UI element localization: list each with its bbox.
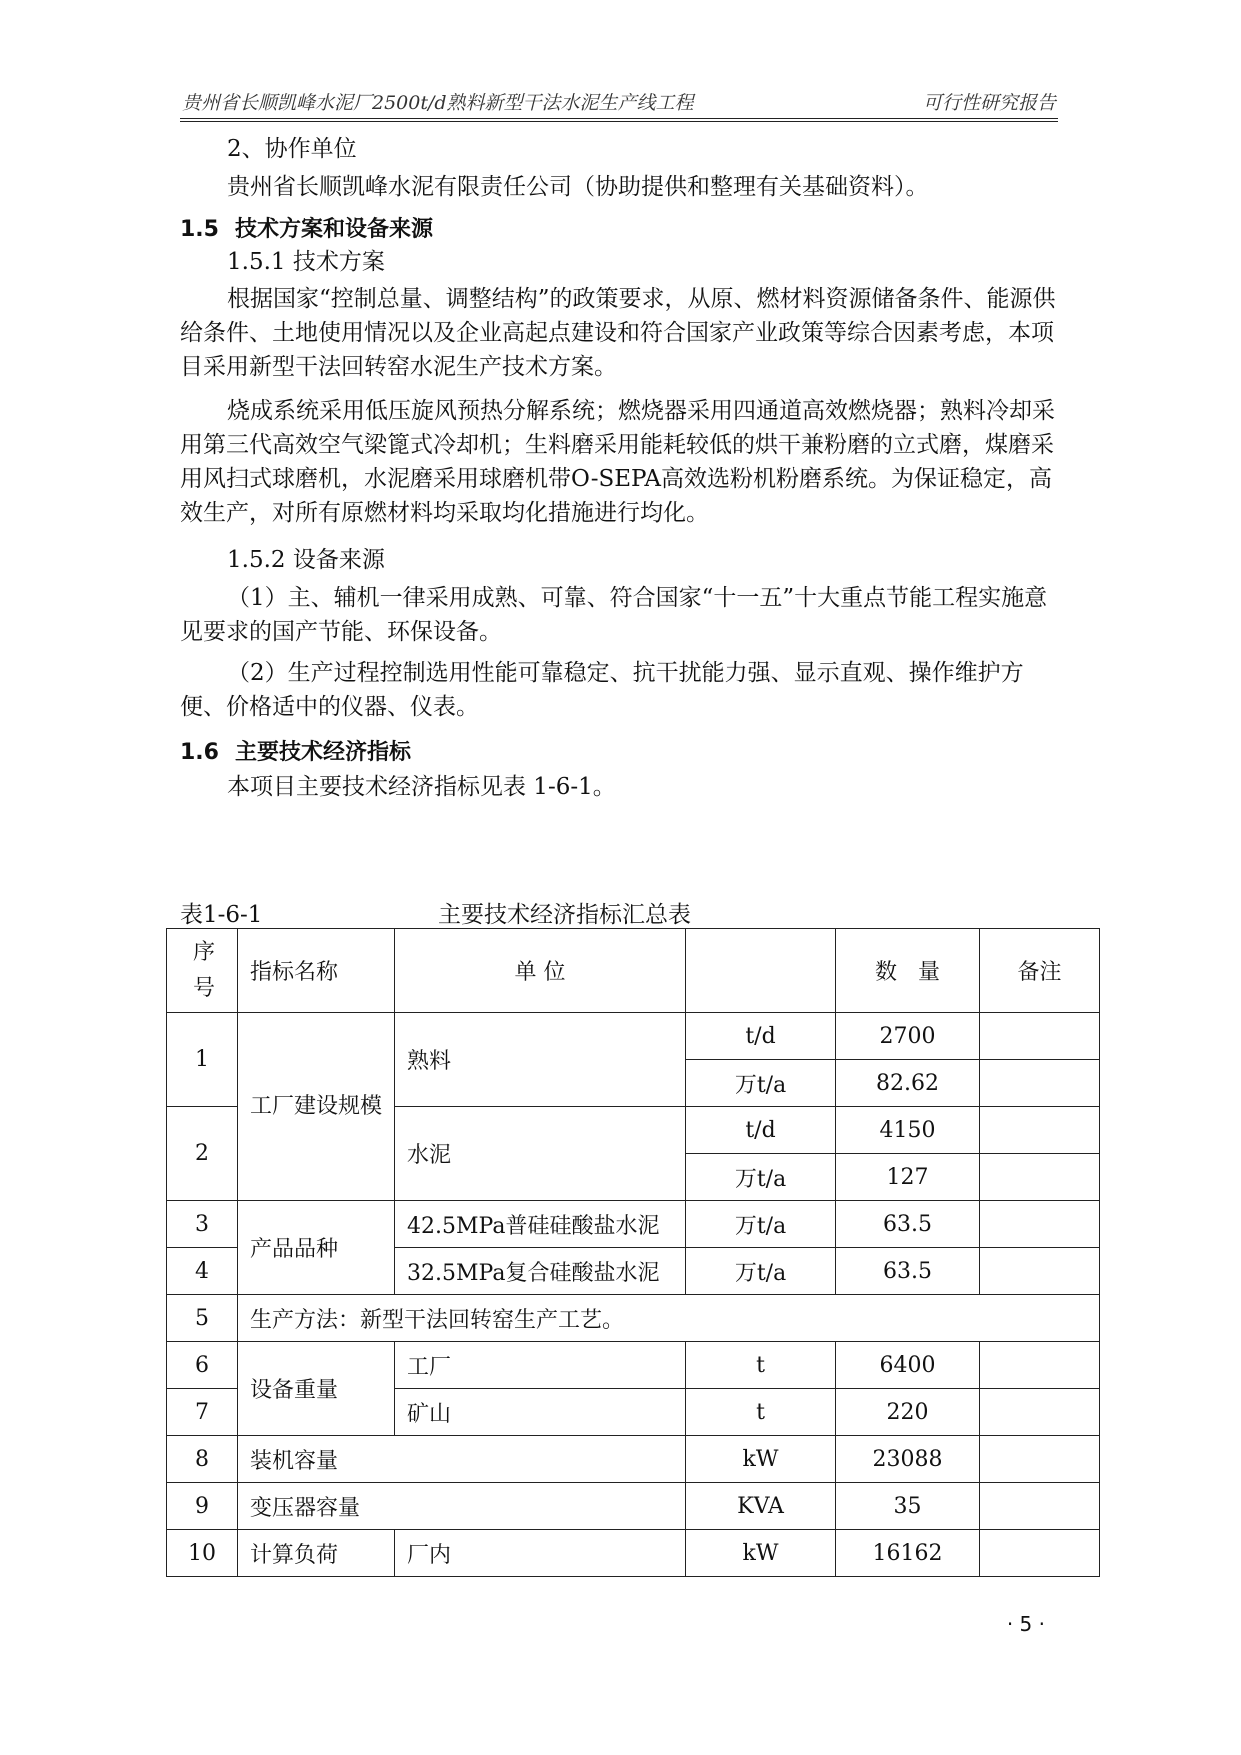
header-unit-blank — [686, 929, 836, 1013]
row-seq: 2 — [167, 1107, 238, 1201]
subsection-1-5-2: 1.5.2 设备来源 — [227, 547, 385, 573]
header-report-type: 可行性研究报告 — [922, 92, 1056, 114]
table-row — [167, 1436, 1100, 1483]
row-seq: 5 — [167, 1295, 238, 1342]
row-seq: 6 — [167, 1342, 238, 1389]
group-product: 产品品种 — [238, 1201, 395, 1295]
row-note — [980, 1342, 1100, 1389]
row-item: 32.5MPa复合硅酸盐水泥 — [395, 1248, 686, 1295]
row-item: 工厂 — [395, 1342, 686, 1389]
table-row — [167, 1342, 1100, 1389]
row-note — [980, 1248, 1100, 1295]
row-note — [980, 1107, 1100, 1154]
paragraph-equipment-2: （2）生产过程控制选用性能可靠稳定、抗干扰能力强、显示直观、操作维护方便、价格适中的仪器、仪表。 — [180, 660, 1024, 720]
row-seq: 7 — [167, 1389, 238, 1436]
table-caption-id: 表1-6-1 — [180, 902, 263, 928]
row-unit: 万t/a — [686, 1201, 836, 1248]
row-item: 厂内 — [395, 1530, 686, 1577]
row-value: 23088 — [836, 1436, 980, 1483]
header-name: 指标名称 — [238, 929, 395, 1013]
row-seq: 3 — [167, 1201, 238, 1248]
row-note — [980, 1530, 1100, 1577]
row-value: 82.62 — [836, 1060, 980, 1107]
row-item: 熟料 — [395, 1013, 686, 1107]
row-value: 16162 — [836, 1530, 980, 1577]
section-title: 技术方案和设备来源 — [234, 217, 433, 242]
header-qty: 数 量 — [836, 929, 980, 1013]
header-unit: 单 位 — [395, 929, 686, 1013]
row-seq: 8 — [167, 1436, 238, 1483]
group-scale: 工厂建设规模 — [238, 1013, 395, 1201]
section-number: 1.5 — [180, 217, 219, 242]
row-name: 计算负荷 — [238, 1530, 395, 1577]
table-row — [167, 1013, 1100, 1060]
row-note — [980, 1436, 1100, 1483]
header-seq: 序号 — [167, 929, 238, 1013]
row-item: 水泥 — [395, 1107, 686, 1201]
page-header — [180, 84, 1058, 122]
row-value: 6400 — [836, 1342, 980, 1389]
header-note: 备注 — [980, 929, 1100, 1013]
row-unit: 万t/a — [686, 1060, 836, 1107]
row-value: 127 — [836, 1154, 980, 1201]
cooperation-title: 2、协作单位 — [227, 136, 357, 162]
table-header-row — [167, 929, 1100, 1013]
row-note — [980, 1201, 1100, 1248]
row-unit: 万t/a — [686, 1248, 836, 1295]
table-caption-title: 主要技术经济指标汇总表 — [438, 902, 691, 928]
row-item: 42.5MPa普硅硅酸盐水泥 — [395, 1201, 686, 1248]
paragraph-tech-plan: 根据国家“控制总量、调整结构”的政策要求，从原、燃材料资源储备条件、能源供给条件、土地使用情况以及企业高起点建设和符合国家产业政策等综合因素考虑，本项目采用新型干法回转窑水泥生产技术方案。 — [180, 286, 1056, 380]
paragraph-table-ref: 本项目主要技术经济指标见表 1-6-1。 — [227, 774, 616, 800]
indicators-table — [166, 928, 1100, 1577]
page-number: · 5 · — [1006, 1612, 1045, 1636]
section-title: 主要技术经济指标 — [234, 740, 411, 765]
row-item: 矿山 — [395, 1389, 686, 1436]
subsection-1-5-1: 1.5.1 技术方案 — [227, 249, 385, 275]
row-production-method: 生产方法：新型干法回转窑生产工艺。 — [238, 1295, 1100, 1342]
row-note — [980, 1060, 1100, 1107]
row-unit: kW — [686, 1436, 836, 1483]
row-seq: 9 — [167, 1483, 238, 1530]
section-heading-1-5 — [180, 212, 433, 243]
row-value: 63.5 — [836, 1201, 980, 1248]
row-value: 63.5 — [836, 1248, 980, 1295]
row-name: 装机容量 — [238, 1436, 686, 1483]
row-value: 4150 — [836, 1107, 980, 1154]
table-row — [167, 1295, 1100, 1342]
row-note — [980, 1389, 1100, 1436]
paragraph-equipment-1: （1）主、辅机一律采用成熟、可靠、符合国家“十一五”十大重点节能工程实施意见要求的国产节能、环保设备。 — [180, 585, 1048, 645]
paragraph-systems: 烧成系统采用低压旋风预热分解系统；燃烧器采用四通道高效燃烧器；熟料冷却采用第三代高效空气梁篦式冷却机；生料磨采用能耗较低的烘干兼粉磨的立式磨，煤磨采用风扫式球磨机，水泥磨采用球磨机带O-SEPA高效选粉机粉磨系统。为保证稳定，高效生产，对所有原燃材料均采取均化措施进行均化。 — [180, 398, 1055, 526]
row-seq: 4 — [167, 1248, 238, 1295]
section-number: 1.6 — [180, 740, 219, 765]
row-note — [980, 1013, 1100, 1060]
row-value: 220 — [836, 1389, 980, 1436]
row-unit: t — [686, 1389, 836, 1436]
row-note — [980, 1154, 1100, 1201]
row-unit: kW — [686, 1530, 836, 1577]
row-value: 2700 — [836, 1013, 980, 1060]
table-row — [167, 1483, 1100, 1530]
row-seq: 1 — [167, 1013, 238, 1107]
row-unit: 万t/a — [686, 1154, 836, 1201]
cooperation-text: 贵州省长顺凯峰水泥有限责任公司（协助提供和整理有关基础资料）。 — [227, 174, 929, 200]
row-unit: KVA — [686, 1483, 836, 1530]
group-equipment: 设备重量 — [238, 1342, 395, 1436]
row-value: 35 — [836, 1483, 980, 1530]
header-project-title: 贵州省长顺凯峰水泥厂2500t/d熟料新型干法水泥生产线工程 — [182, 92, 694, 114]
row-note — [980, 1483, 1100, 1530]
row-name: 变压器容量 — [238, 1483, 686, 1530]
table-row — [167, 1530, 1100, 1577]
row-unit: t — [686, 1342, 836, 1389]
row-unit: t/d — [686, 1107, 836, 1154]
row-unit: t/d — [686, 1013, 836, 1060]
section-heading-1-6 — [180, 735, 411, 766]
row-seq: 10 — [167, 1530, 238, 1577]
table-row — [167, 1201, 1100, 1248]
